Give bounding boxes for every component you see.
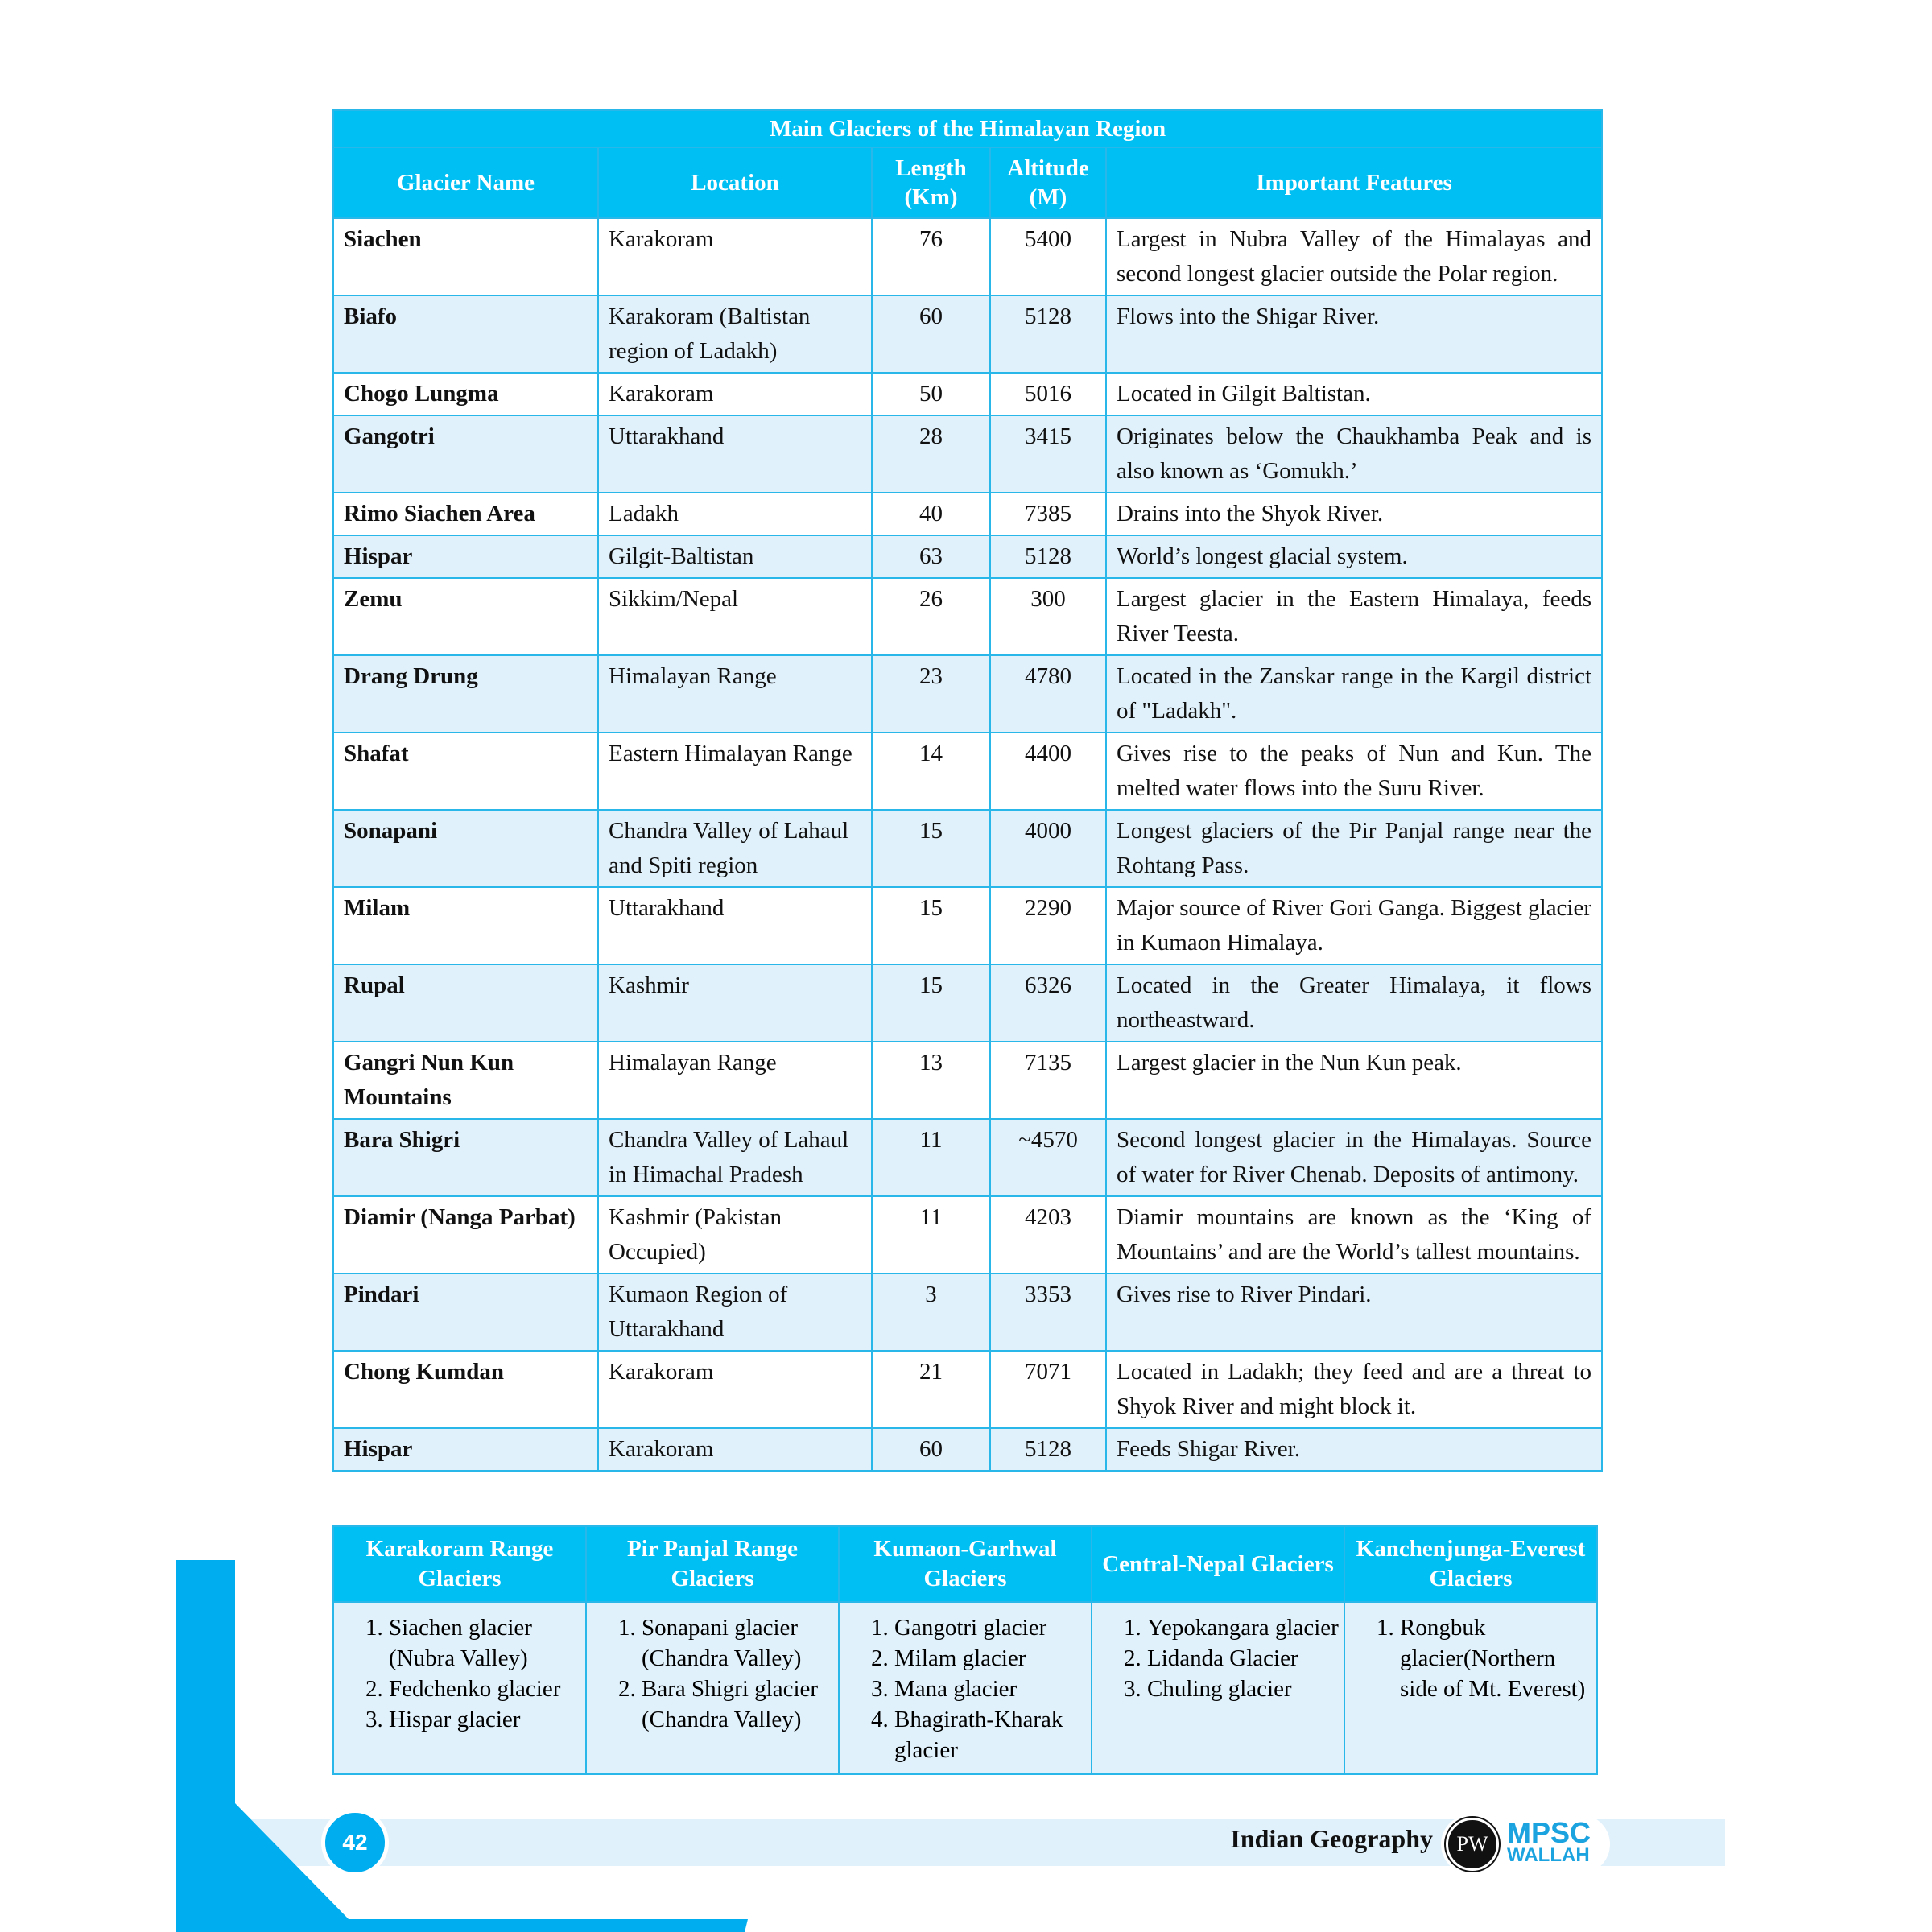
table-row xyxy=(333,373,1602,415)
glacier-length: 15 xyxy=(872,887,990,964)
list-item: 1. Sonapani glacier (Chandra Valley) xyxy=(642,1612,833,1674)
glacier-name: Zemu xyxy=(333,578,598,655)
glacier-name: Drang Drung xyxy=(333,655,598,733)
glacier-length: 23 xyxy=(872,655,990,733)
table-row xyxy=(333,295,1602,373)
table-row xyxy=(333,1428,1602,1471)
glacier-features: Diamir mountains are known as the ‘King of Mountains’ and are the World’s tallest mountains. xyxy=(1106,1196,1602,1274)
glacier-features: Originates below the Chaukhamba Peak and is also known as ‘Gomukh.’ xyxy=(1106,415,1602,493)
list-item: 2. Bara Shigri glacier (Chandra Valley) xyxy=(642,1674,833,1735)
glacier-altitude: 7385 xyxy=(990,493,1106,535)
glacier-length: 63 xyxy=(872,535,990,578)
range-glacier-list xyxy=(333,1602,586,1774)
glacier-location: Gilgit-Baltistan xyxy=(598,535,872,578)
range-glacier-list xyxy=(586,1602,839,1774)
list-item: 2. Lidanda Glacier xyxy=(1147,1643,1339,1674)
book-subject: Indian Geography xyxy=(1230,1824,1433,1853)
glacier-name: Chong Kumdan xyxy=(333,1351,598,1428)
glacier-features: Flows into the Shigar River. xyxy=(1106,295,1602,373)
glacier-list xyxy=(1350,1612,1591,1704)
table-row xyxy=(333,1042,1602,1119)
table-row xyxy=(333,535,1602,578)
glacier-altitude: 3353 xyxy=(990,1274,1106,1351)
glacier-features: Major source of River Gori Ganga. Biggest glacier in Kumaon Himalaya. xyxy=(1106,887,1602,964)
glacier-name: Sonapani xyxy=(333,810,598,887)
page-number: 42 xyxy=(321,1809,389,1876)
glacier-name: Biafo xyxy=(333,295,598,373)
glacier-name: Pindari xyxy=(333,1274,598,1351)
list-item: 1. Siachen glacier (Nubra Valley) xyxy=(389,1612,580,1674)
glacier-location: Kashmir xyxy=(598,964,872,1042)
glacier-length: 13 xyxy=(872,1042,990,1119)
table-row xyxy=(333,964,1602,1042)
table-row xyxy=(333,1274,1602,1351)
table-row xyxy=(333,218,1602,295)
column-header: Altitude (M) xyxy=(990,147,1106,218)
table-row xyxy=(333,493,1602,535)
table-row xyxy=(333,655,1602,733)
range-header: Kanchenjunga-Everest Glaciers xyxy=(1344,1526,1597,1602)
range-header: Karakoram Range Glaciers xyxy=(333,1526,586,1602)
glacier-features: Gives rise to River Pindari. xyxy=(1106,1274,1602,1351)
list-item: 2. Milam glacier xyxy=(894,1643,1086,1674)
table-row xyxy=(333,1119,1602,1196)
glacier-altitude: 5128 xyxy=(990,1428,1106,1471)
glacier-features: Largest glacier in the Eastern Himalaya, feeds River Teesta. xyxy=(1106,578,1602,655)
range-glaciers-table xyxy=(332,1525,1598,1775)
glacier-length: 14 xyxy=(872,733,990,810)
glacier-list xyxy=(844,1612,1086,1765)
list-item: 3. Mana glacier xyxy=(894,1674,1086,1704)
glacier-length: 21 xyxy=(872,1351,990,1428)
glacier-features: World’s longest glacial system. xyxy=(1106,535,1602,578)
glacier-location: Chandra Valley of Lahaul and Spiti region xyxy=(598,810,872,887)
glacier-list xyxy=(1097,1612,1339,1704)
list-item: 2. Fedchenko glacier xyxy=(389,1674,580,1704)
glacier-length: 15 xyxy=(872,810,990,887)
glacier-features: Largest glacier in the Nun Kun peak. xyxy=(1106,1042,1602,1119)
glacier-location: Uttarakhand xyxy=(598,887,872,964)
glacier-name: Shafat xyxy=(333,733,598,810)
glacier-length: 60 xyxy=(872,1428,990,1471)
glacier-name: Rupal xyxy=(333,964,598,1042)
glacier-altitude: 4780 xyxy=(990,655,1106,733)
glacier-features: Drains into the Shyok River. xyxy=(1106,493,1602,535)
glacier-location: Kashmir (Pakistan Occupied) xyxy=(598,1196,872,1274)
glacier-altitude: 7135 xyxy=(990,1042,1106,1119)
glacier-name: Siachen xyxy=(333,218,598,295)
glacier-length: 26 xyxy=(872,578,990,655)
list-item: 4. Bhagirath-Kharak glacier xyxy=(894,1704,1086,1765)
glacier-location: Kumaon Region of Uttarakhand xyxy=(598,1274,872,1351)
glacier-altitude: 5128 xyxy=(990,535,1106,578)
glacier-location: Himalayan Range xyxy=(598,1042,872,1119)
glacier-location: Eastern Himalayan Range xyxy=(598,733,872,810)
glacier-list xyxy=(339,1612,580,1735)
column-header: Location xyxy=(598,147,872,218)
glacier-altitude: 4400 xyxy=(990,733,1106,810)
glacier-altitude: 5016 xyxy=(990,373,1106,415)
list-item: 3. Chuling glacier xyxy=(1147,1674,1339,1704)
glacier-location: Ladakh xyxy=(598,493,872,535)
glacier-length: 76 xyxy=(872,218,990,295)
glacier-altitude: 6326 xyxy=(990,964,1106,1042)
glacier-length: 50 xyxy=(872,373,990,415)
range-header: Pir Panjal Range Glaciers xyxy=(586,1526,839,1602)
glaciers-table xyxy=(332,109,1603,1472)
glacier-name: Gangotri xyxy=(333,415,598,493)
range-header: Kumaon-Garhwal Glaciers xyxy=(839,1526,1092,1602)
glacier-name: Milam xyxy=(333,887,598,964)
glacier-altitude: 300 xyxy=(990,578,1106,655)
glacier-length: 11 xyxy=(872,1196,990,1274)
glacier-altitude: 4000 xyxy=(990,810,1106,887)
glacier-features: Second longest glacier in the Himalayas. Source of water for River Chenab. Deposits of antimony. xyxy=(1106,1119,1602,1196)
table-row xyxy=(333,1196,1602,1274)
glacier-location: Uttarakhand xyxy=(598,415,872,493)
glacier-name: Rimo Siachen Area xyxy=(333,493,598,535)
glacier-location: Karakoram xyxy=(598,1351,872,1428)
range-glacier-list xyxy=(839,1602,1092,1774)
glacier-length: 15 xyxy=(872,964,990,1042)
glacier-length: 60 xyxy=(872,295,990,373)
brand-name: MPSC xyxy=(1507,1816,1591,1849)
list-item: 3. Hispar glacier xyxy=(389,1704,580,1735)
glacier-list xyxy=(592,1612,833,1735)
column-header: Glacier Name xyxy=(333,147,598,218)
glacier-features: Located in Gilgit Baltistan. xyxy=(1106,373,1602,415)
range-glacier-list xyxy=(1344,1602,1597,1774)
brand-logo xyxy=(1441,1814,1610,1874)
table-row xyxy=(333,887,1602,964)
glacier-length: 3 xyxy=(872,1274,990,1351)
glacier-altitude: 7071 xyxy=(990,1351,1106,1428)
glacier-location: Karakoram xyxy=(598,373,872,415)
glacier-location: Himalayan Range xyxy=(598,655,872,733)
glacier-features: Located in Ladakh; they feed and are a threat to Shyok River and might block it. xyxy=(1106,1351,1602,1428)
glacier-location: Chandra Valley of Lahaul in Himachal Pradesh xyxy=(598,1119,872,1196)
glacier-length: 40 xyxy=(872,493,990,535)
glacier-altitude: 5400 xyxy=(990,218,1106,295)
list-item: 1. Yepokangara glacier xyxy=(1147,1612,1339,1643)
pw-logo-icon: PW xyxy=(1446,1818,1499,1871)
table-row xyxy=(333,733,1602,810)
glacier-location: Karakoram xyxy=(598,218,872,295)
glacier-name: Hispar xyxy=(333,1428,598,1471)
glacier-name: Hispar xyxy=(333,535,598,578)
glacier-location: Karakoram (Baltistan region of Ladakh) xyxy=(598,295,872,373)
range-header: Central-Nepal Glaciers xyxy=(1092,1526,1344,1602)
glacier-location: Karakoram xyxy=(598,1428,872,1471)
glacier-name: Chogo Lungma xyxy=(333,373,598,415)
table-row xyxy=(333,1351,1602,1428)
glacier-name: Gangri Nun Kun Mountains xyxy=(333,1042,598,1119)
glacier-length: 28 xyxy=(872,415,990,493)
glacier-name: Bara Shigri xyxy=(333,1119,598,1196)
glacier-altitude: 4203 xyxy=(990,1196,1106,1274)
column-header: Length (Km) xyxy=(872,147,990,218)
glacier-name: Diamir (Nanga Parbat) xyxy=(333,1196,598,1274)
glacier-altitude: 3415 xyxy=(990,415,1106,493)
glacier-length: 11 xyxy=(872,1119,990,1196)
glacier-features: Longest glaciers of the Pir Panjal range near the Rohtang Pass. xyxy=(1106,810,1602,887)
glacier-altitude: ~4570 xyxy=(990,1119,1106,1196)
glacier-features: Gives rise to the peaks of Nun and Kun. The melted water flows into the Suru River. xyxy=(1106,733,1602,810)
glacier-features: Feeds Shigar River. xyxy=(1106,1428,1602,1471)
list-item: 1. Gangotri glacier xyxy=(894,1612,1086,1643)
table-row xyxy=(333,810,1602,887)
glacier-location: Sikkim/Nepal xyxy=(598,578,872,655)
table-row xyxy=(333,415,1602,493)
list-item: 1. Rongbuk glacier(Northern side of Mt. Everest) xyxy=(1400,1612,1591,1704)
glacier-features: Largest in Nubra Valley of the Himalayas and second longest glacier outside the Polar region. xyxy=(1106,218,1602,295)
table-title: Main Glaciers of the Himalayan Region xyxy=(333,110,1602,147)
column-header: Important Features xyxy=(1106,147,1602,218)
range-glacier-list xyxy=(1092,1602,1344,1774)
glacier-altitude: 2290 xyxy=(990,887,1106,964)
glacier-features: Located in the Greater Himalaya, it flows northeastward. xyxy=(1106,964,1602,1042)
glacier-altitude: 5128 xyxy=(990,295,1106,373)
table-row xyxy=(333,578,1602,655)
glacier-features: Located in the Zanskar range in the Kargil district of "Ladakh". xyxy=(1106,655,1602,733)
brand-subname: WALLAH xyxy=(1507,1844,1590,1866)
